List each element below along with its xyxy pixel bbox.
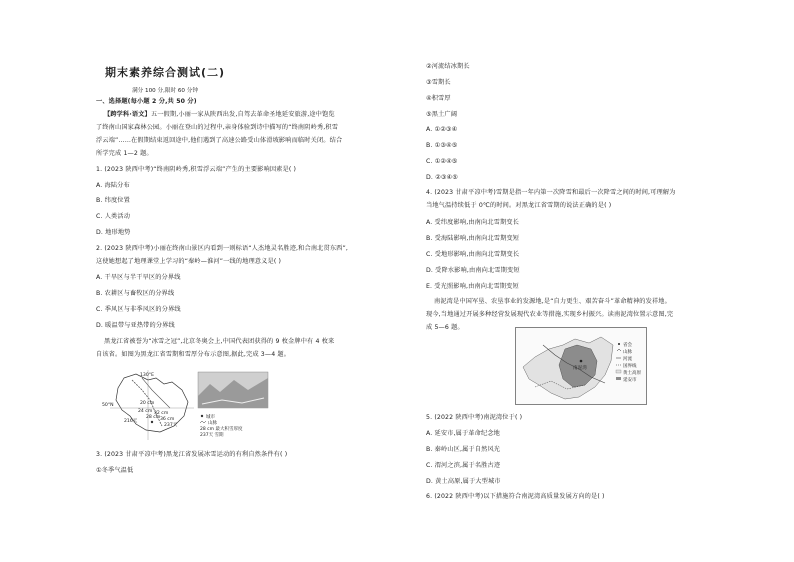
snow-label-216: 216天	[124, 419, 138, 424]
snow-label-32: 32 cm	[154, 411, 169, 416]
intro2-line-1: 黑龙江省被誉为“冰雪之冠”,北京冬奥会上,中国代表团获得的 9 枚金牌中有 4 枚来	[104, 338, 335, 345]
legend-mountain-icon	[200, 421, 206, 423]
q5-option-c[interactable]: C. 渭河之滨,属于名胜古迹	[426, 462, 501, 469]
legend-mountain: 山脉	[623, 350, 632, 355]
q3-choice-b[interactable]: B. ①③④⑤	[426, 142, 458, 149]
q1-option-d[interactable]: D. 地形地势	[96, 229, 131, 236]
legend-city: 城市	[206, 415, 215, 420]
section-heading: 一、选择题(每小题 2 分,共 50 分)	[96, 98, 197, 105]
q1-option-c[interactable]: C. 人类活动	[96, 213, 131, 220]
q2-option-d[interactable]: D. 暖温带与亚热带的分界线	[96, 322, 175, 329]
snow-label-20: 20 cm	[140, 401, 155, 406]
legend-plateau: 黄土高原	[623, 371, 641, 376]
nanniwan-location-map	[515, 327, 647, 405]
nanniwan-label: 南泥湾	[573, 366, 587, 371]
intro-line-2: 了终南山国家森林公园。小丽在登山的过程中,亲身体验到诗中描写的“终南阴岭秀,积雪	[96, 124, 339, 131]
snow-label-24: 24 cm	[138, 409, 153, 414]
legend-capital-icon	[618, 343, 620, 345]
q3-item-3: ③雪期长	[426, 79, 451, 86]
intro-line-4: 所学完成 1—2 题。	[96, 150, 153, 157]
q5-option-b[interactable]: B. 秦岭山区,属于自然风光	[426, 446, 501, 453]
q4-option-a[interactable]: A. 受纬度影响,由南向北雪期变长	[426, 219, 520, 226]
legend-snow-period: 237天 雪期	[200, 433, 224, 438]
intro-line-1: 【跨学科·语文】五一假期,小丽一家从陕西出发,自驾去革命圣地延安旅游,途中饱览	[104, 111, 335, 118]
q2-option-a[interactable]: A. 干旱区与半干旱区的分界线	[96, 274, 181, 281]
q4-stem-line-1: 4. (2023 甘肃平凉中考)雪期是指一年内第一次降雪和最后一次降雪之间的时间,可理解为	[426, 189, 676, 196]
q4-stem-line-2: 当地气温持续低于 0℃的时间。对黑龙江省雪期的说法正确的是( )	[426, 202, 612, 209]
q3-item-5: ⑤黑土广阔	[426, 111, 458, 118]
legend-border: 国界线	[623, 364, 637, 369]
q3-item-1: ①冬季气温低	[96, 467, 134, 474]
q2-stem-line-2: 这使她想起了地理课堂上学习的“秦岭—淮河”一线的地理意义是( )	[96, 258, 282, 265]
page-title: 期末素养综合测试(二)	[104, 66, 226, 79]
q5-stem: 5. (2022 陕西中考)南泥湾位于( )	[426, 414, 523, 421]
q2-stem-line-1: 2. (2023 陕西中考)小丽在终南山景区内看到一则标语“人杰地灵名胜迹,和合南北贯东西”,	[96, 245, 348, 252]
q6-stem: 6. (2022 陕西中考)以下措施符合南泥湾高质量发展方向的是( )	[426, 493, 605, 500]
legend-city-icon	[201, 415, 203, 417]
q4-option-e[interactable]: E. 受光照影响,由南向北雪期变短	[426, 283, 519, 290]
yanan-dot	[580, 360, 583, 363]
lat-label: 50°N	[102, 403, 114, 408]
q3-item-2: ②河流结冰期长	[426, 63, 470, 70]
q2-option-c[interactable]: C. 季风区与非季风区的分界线	[96, 306, 181, 313]
q4-option-c[interactable]: C. 受地形影响,由南向北雪期变长	[426, 251, 520, 258]
intro-line-3: 浮云端”……在假期结束返回途中,他们遇到了高速公路受山体滑坡影响而临时关闭。结合	[96, 137, 343, 144]
intro3-line-1: 南泥湾是中国军垦、农垦事业的发源地,是“自力更生、艰苦奋斗”革命精神的发祥地。	[434, 298, 671, 305]
q3-item-4: ④积雪厚	[426, 95, 451, 102]
q3-stem: 3. (2023 甘肃平凉中考)黑龙江省发展冰雪运动的有利自然条件有( )	[96, 451, 288, 458]
legend-capital: 省会	[623, 343, 632, 348]
q4-option-d[interactable]: D. 受降水影响,由南向北雪期变短	[426, 267, 520, 274]
q2-option-b[interactable]: B. 农耕区与畜牧区的分界线	[96, 290, 175, 297]
intro2-line-2: 自该省。如图为黑龙江省雪期和雪厚分布示意图,据此,完成 3—4 题。	[96, 351, 291, 358]
page-subtitle: 满分 100 分,限时 60 分钟	[132, 88, 198, 94]
legend-mountain: 山脉	[208, 421, 217, 426]
q1-stem: 1. (2023 陕西中考)“终南阴岭秀,积雪浮云端”产生的主要影响因素是( )	[96, 166, 297, 173]
q5-option-a[interactable]: A. 延安市,属于革命纪念地	[426, 430, 500, 437]
legend-yanan: 延安市	[623, 378, 637, 383]
intro3-line-3: 成 5—6 题。	[426, 324, 464, 331]
q1-option-a[interactable]: A. 海陆分布	[96, 182, 130, 189]
intro3-line-2: 现今,当地通过开展多种经营发展现代农业等措施,实现乡村振兴。读南泥湾位置示意图,完	[426, 311, 674, 318]
q4-option-b[interactable]: B. 受海陆影响,由南向北雪期变短	[426, 235, 520, 242]
legend-plateau-icon	[616, 370, 621, 373]
lon-label: 130°E	[140, 373, 154, 378]
q3-choice-a[interactable]: A. ①②③④	[426, 126, 458, 133]
q5-option-d[interactable]: D. 黄土高原,属于大型城市	[426, 478, 501, 485]
snow-label-237: 237天	[164, 423, 178, 428]
q3-choice-d[interactable]: D. ②③④⑤	[426, 174, 458, 181]
legend-river: 河流	[623, 357, 632, 362]
q3-choice-c[interactable]: C. ①②④⑤	[426, 158, 458, 165]
legend-snow-depth: 28 cm 最大积雪厚度	[200, 427, 243, 432]
snow-label-28: 28 cm	[146, 415, 161, 420]
snow-label-36: 36 cm	[160, 417, 175, 422]
q1-option-b[interactable]: B. 纬度位置	[96, 197, 130, 204]
intro-tag: 【跨学科·语文】	[104, 111, 151, 118]
legend-yanan-icon	[616, 377, 621, 380]
city-dot	[151, 421, 153, 423]
heilongjiang-snow-map	[102, 370, 270, 440]
